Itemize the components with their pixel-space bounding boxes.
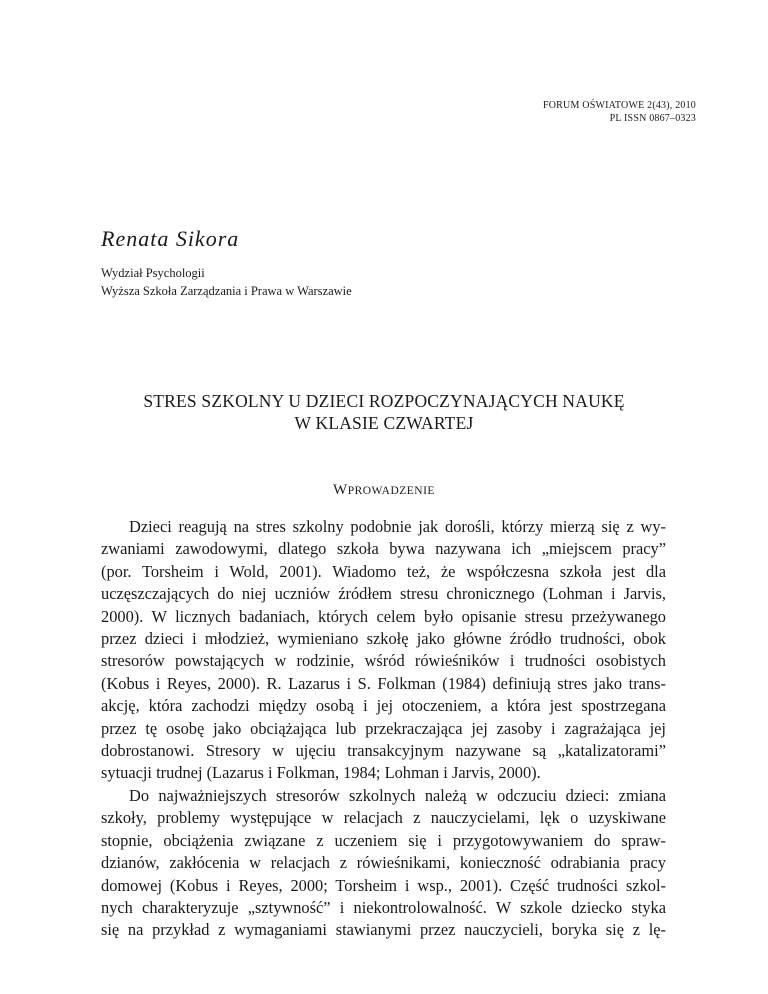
body-line: sytuacji trudnej (Lazarus i Folkman, 1984; Lohman i Jarvis, 2000). [101,763,541,783]
section-heading-smallcaps: PROWADZENIE [347,485,435,497]
body-line: 2000). W licznych badaniach, których celem było opisanie stresu przeżywanego [101,606,666,626]
body-line: szkoły, problemy występujące w relacjach z nauczycielami, lęk o uzyskiwane [101,808,666,828]
body-line: akcję, która zachodzi między osobą i jej otoczeniem, a która jest spostrzegana [101,696,666,716]
body-line: nych charakteryzuje „sztywność” i niekontrolowalność. W szkole dziecko styka [101,897,666,917]
paragraph-1 [101,516,666,785]
section-heading-initial: W [333,482,348,498]
article-title [0,390,768,434]
section-heading [0,482,768,499]
article-title-line-1: STRES SZKOLNY U DZIECI ROZPOCZYNAJĄCYCH NAUKĘ [143,391,625,411]
body-line: stresorów powstających w rodzinie, wśród rówieśników i trudności osobistych [101,651,666,671]
body-line: stopnie, obciążenia związane z uczeniem się i przygotowywaniem do spraw- [101,830,666,850]
paragraph-2 [101,785,666,942]
body-line: Dzieci reagują na stres szkolny podobnie jak dorośli, którzy mierzą się z wy- [129,517,666,536]
body-line: (Kobus i Reyes, 2000). R. Lazarus i S. Folkman (1984) definiują stres jako trans- [101,673,666,693]
article-title-line-2: W KLASIE CZWARTEJ [294,413,474,433]
author-name: Renata Sikora [101,226,240,251]
body-line: uczęszczających do niej uczniów źródłem stresu chronicznego (Lohman i Jarvis, [101,584,666,604]
body-line: zwaniami zawodowymi, dlatego szkoła bywa nazywana ich „miejscem pracy” [101,539,666,559]
author-affiliation [101,264,352,300]
body-line: Do najważniejszych stresorów szkolnych należą w odczuciu dzieci: zmiana [129,785,666,805]
body-line: (por. Torsheim i Wold, 2001). Wiadomo też, że współczesna szkoła jest dla [101,561,666,581]
affiliation-institution: Wyższa Szkoła Zarządzania i Prawa w Warszawie [101,284,352,298]
article-body [101,516,666,942]
journal-citation: FORUM OŚWIATOWE 2(43), 2010 [543,100,696,111]
body-line: przez tę osobę jako obciążająca lub przekraczająca jej zasoby i zagrażająca jej [101,718,666,738]
affiliation-department: Wydział Psychologii [101,266,205,280]
journal-header [543,99,696,125]
body-line: dobrostanowi. Stresory w ujęciu transakcyjnym nazywane są „katalizatorami” [101,741,666,761]
body-line: się na przykład z wymaganiami stawianymi przez nauczycieli, boryka się z lę- [101,920,666,940]
body-line: przez dzieci i młodzież, wymieniano szkołę jako główne źródło trudności, obok [101,629,666,649]
body-line: domowej (Kobus i Reyes, 2000; Torsheim i wsp., 2001). Część trudności szkol- [101,875,666,895]
journal-issn: PL ISSN 0867–0323 [609,113,696,124]
body-line: dzianów, zakłócenia w relacjach z rówieśnikami, konieczność odrabiania pracy [101,853,666,873]
